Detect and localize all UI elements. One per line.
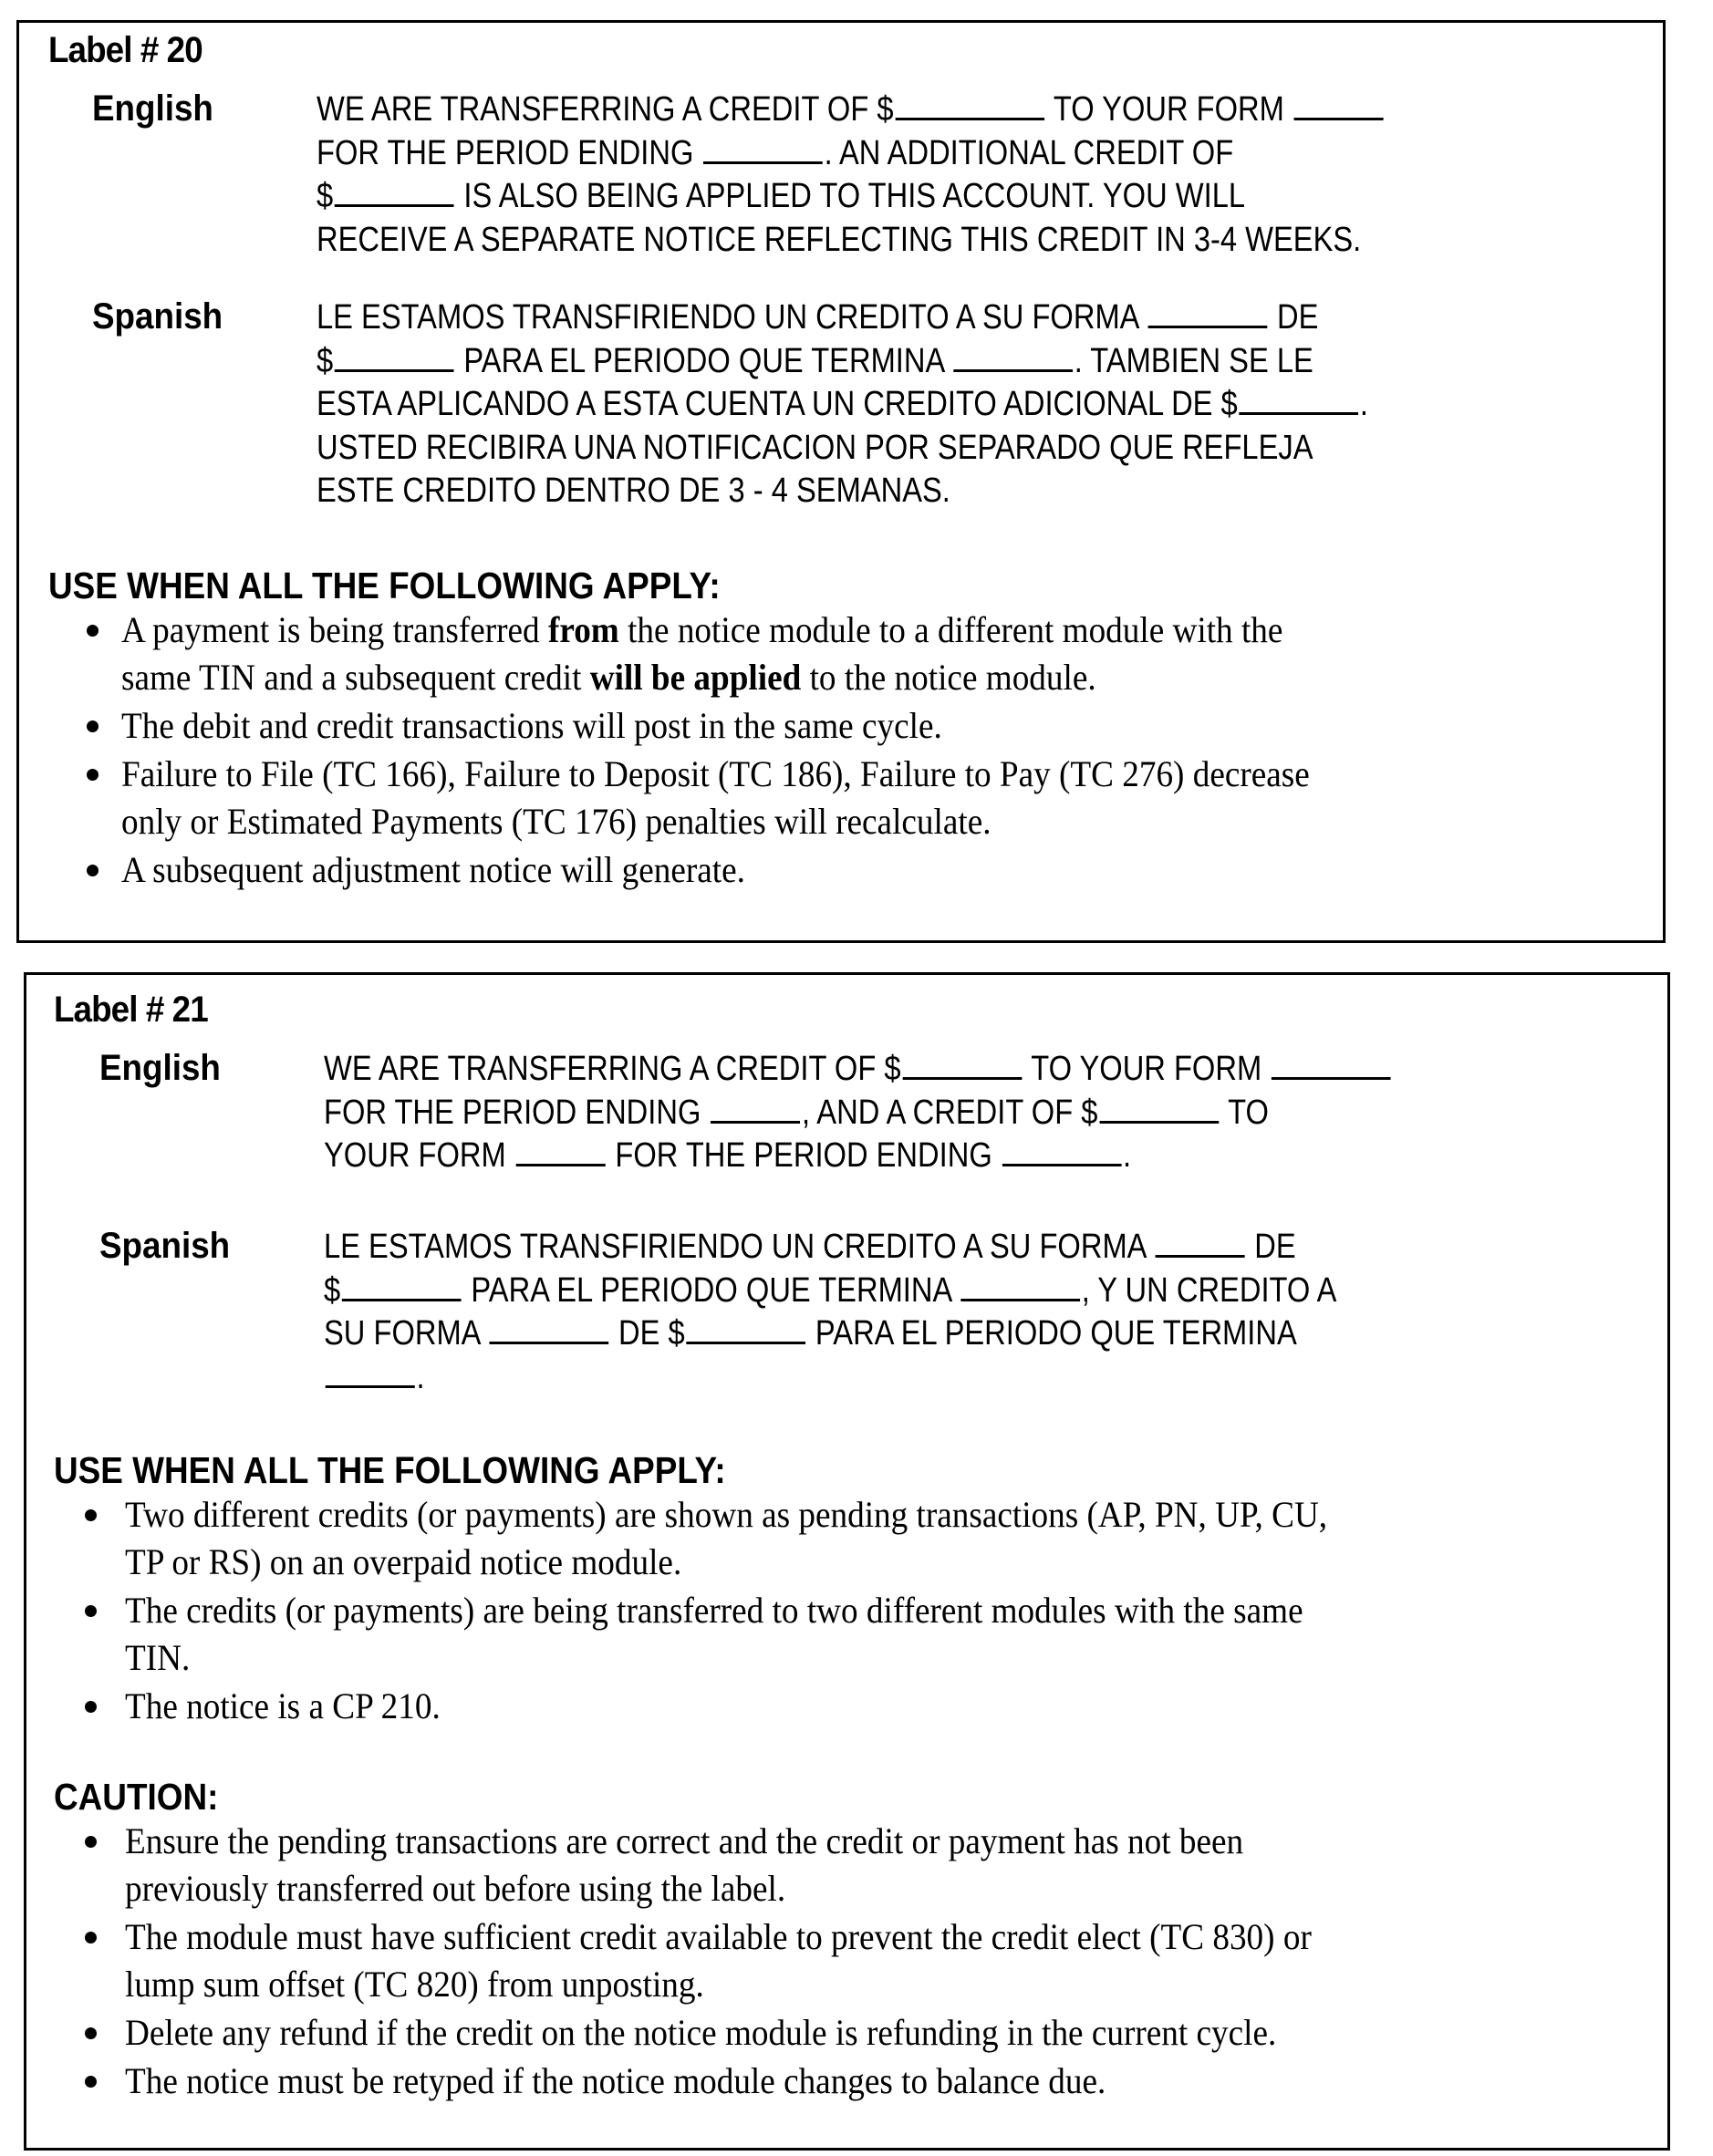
fill-in-blank xyxy=(1099,1094,1219,1124)
text-segment: . TAMBIEN SE LE xyxy=(1074,341,1313,380)
text-segment: SU FORMA xyxy=(324,1314,488,1353)
text-segment: The credits (or payments) are being transferred to two different modules with the same xyxy=(125,1590,1303,1631)
text-segment: The notice must be retyped if the notice module changes to balance due. xyxy=(125,2060,1106,2101)
text-line xyxy=(317,132,1385,176)
text-segment: PARA EL PERIODO QUE TERMINA xyxy=(806,1314,1297,1353)
bullet-icon xyxy=(85,1836,97,1848)
bullet-item xyxy=(19,606,1663,701)
english-text xyxy=(324,1048,1392,1178)
spanish-text xyxy=(317,296,1368,513)
text-segment: Two different credits (or payments) are shown as pending transactions (AP, PN, UP, CU, xyxy=(125,1494,1328,1535)
text-segment: ESTE CREDITO DENTRO DE 3 - 4 SEMANAS. xyxy=(317,472,950,510)
bullet-icon xyxy=(85,1932,97,1944)
use-when-heading: USE WHEN ALL THE FOLLOWING APPLY: xyxy=(48,565,721,606)
text-segment: TO xyxy=(1220,1093,1269,1132)
spanish-text xyxy=(324,1226,1336,1399)
bullet-icon xyxy=(85,1605,97,1617)
text-segment: Delete any refund if the credit on the notice module is refunding in the current cycle. xyxy=(125,2012,1277,2053)
bullet-item xyxy=(26,2058,1667,2105)
bullet-text xyxy=(125,1587,1560,1682)
text-segment: . xyxy=(416,1357,425,1396)
text-line xyxy=(317,296,1368,340)
bullet-text xyxy=(125,2058,1560,2105)
text-segment: RECEIVE A SEPARATE NOTICE REFLECTING THIS CREDIT IN 3-4 WEEKS. xyxy=(317,220,1362,259)
text-segment: DE xyxy=(1268,298,1319,337)
language-name: English xyxy=(92,88,213,129)
text-line xyxy=(324,1226,1336,1270)
fill-in-blank xyxy=(1294,90,1384,120)
text-segment: The debit and credit transactions will post in the same cycle. xyxy=(121,705,942,746)
bullet-icon xyxy=(85,1701,97,1713)
bullet-text xyxy=(121,846,1555,894)
bullet-item xyxy=(26,1683,1667,1730)
fill-in-blank xyxy=(960,1271,1080,1301)
text-segment: TO YOUR FORM xyxy=(1023,1050,1271,1088)
bullet-item xyxy=(19,751,1663,845)
text-segment: WE ARE TRANSFERRING A CREDIT OF $ xyxy=(324,1050,901,1088)
fill-in-blank xyxy=(953,342,1073,372)
text-segment: The module must have sufficient credit available to prevent the credit elect (TC 830) or xyxy=(125,1916,1312,1957)
bullet-text xyxy=(125,1818,1560,1912)
fill-in-blank xyxy=(686,1314,805,1344)
bullet-icon xyxy=(87,769,99,781)
fill-in-blank xyxy=(1147,298,1267,328)
text-segment: PARA EL PERIODO QUE TERMINA xyxy=(455,341,952,380)
fill-in-blank xyxy=(335,342,454,372)
text-line xyxy=(324,1135,1392,1178)
text-segment: A subsequent adjustment notice will generate. xyxy=(121,849,745,890)
text-line xyxy=(317,175,1385,219)
bullet-icon xyxy=(85,2076,97,2088)
fill-in-blank xyxy=(1239,385,1358,415)
bullet-text xyxy=(125,1491,1560,1586)
text-segment: Ensure the pending transactions are correct and the credit or payment has not been xyxy=(125,1820,1244,1861)
text-segment: $ xyxy=(324,1270,341,1310)
text-line xyxy=(324,1356,1336,1400)
fill-in-blank xyxy=(895,90,1043,120)
text-segment: , Y UN CREDITO A xyxy=(1081,1270,1337,1310)
text-line xyxy=(324,1270,1336,1313)
text-segment: FOR THE PERIOD ENDING xyxy=(607,1136,1001,1175)
use-when-list xyxy=(26,1491,1667,1730)
text-segment: $ xyxy=(317,341,334,380)
label-title: Label # 21 xyxy=(54,990,208,1030)
text-line xyxy=(317,427,1368,471)
bullet-icon xyxy=(87,625,99,637)
text-segment: . xyxy=(1122,1136,1132,1175)
bullet-icon xyxy=(87,865,99,876)
bullet-item xyxy=(26,1491,1667,1586)
text-line xyxy=(317,340,1368,384)
fill-in-blank xyxy=(516,1136,606,1166)
fill-in-blank xyxy=(1002,1136,1122,1166)
text-segment: . AN ADDITIONAL CREDIT OF xyxy=(824,133,1234,172)
bullet-text xyxy=(121,751,1555,845)
text-segment: only or Estimated Payments (TC 176) penalties will recalculate. xyxy=(121,801,991,842)
bullet-item xyxy=(19,846,1663,894)
fill-in-blank xyxy=(1272,1050,1391,1080)
text-segment: FOR THE PERIOD ENDING xyxy=(317,133,702,172)
fill-in-blank xyxy=(703,134,823,164)
text-segment: $ xyxy=(317,177,334,215)
bullet-text xyxy=(121,606,1555,701)
bullet-icon xyxy=(85,1509,97,1521)
bullet-item xyxy=(26,1818,1667,1912)
use-when-heading: USE WHEN ALL THE FOLLOWING APPLY: xyxy=(54,1449,726,1491)
text-segment: the notice module to a different module with the xyxy=(618,609,1283,650)
text-segment: PARA EL PERIODO QUE TERMINA xyxy=(462,1270,960,1310)
text-segment: IS ALSO BEING APPLIED TO THIS ACCOUNT. YOU WILL xyxy=(455,177,1246,215)
bullet-item xyxy=(19,702,1663,750)
text-segment: USTED RECIBIRA UNA NOTIFICACION POR SEPARADO QUE REFLEJA xyxy=(317,428,1313,467)
label-21-box xyxy=(24,972,1670,2151)
bullet-item xyxy=(26,1913,1667,2008)
bullet-text xyxy=(125,2009,1560,2057)
bullet-item xyxy=(26,1587,1667,1682)
label-title: Label # 20 xyxy=(48,30,202,70)
text-segment: A payment is being transferred xyxy=(121,609,548,650)
bullet-item xyxy=(26,2009,1667,2057)
label-20-box xyxy=(16,20,1666,943)
text-segment: Failure to File (TC 166), Failure to Deposit (TC 186), Failure to Pay (TC 276) decrease xyxy=(121,753,1310,794)
text-segment: same TIN and a subsequent credit xyxy=(121,657,590,698)
english-text xyxy=(317,88,1385,262)
emphasis-text: will be applied xyxy=(589,657,802,698)
text-line xyxy=(317,219,1385,263)
language-name: English xyxy=(99,1048,221,1088)
fill-in-blank xyxy=(335,177,454,207)
use-when-list xyxy=(19,606,1663,894)
fill-in-blank xyxy=(342,1271,462,1301)
fill-in-blank xyxy=(711,1094,800,1124)
text-segment: DE xyxy=(1246,1228,1296,1266)
text-segment: YOUR FORM xyxy=(324,1136,514,1175)
bullet-text xyxy=(125,1913,1560,2008)
caution-list xyxy=(26,1818,1667,2105)
fill-in-blank xyxy=(326,1358,415,1388)
text-segment: lump sum offset (TC 820) from unposting. xyxy=(125,1964,704,2005)
fill-in-blank xyxy=(489,1314,608,1344)
text-segment: FOR THE PERIOD ENDING xyxy=(324,1093,710,1132)
language-name: Spanish xyxy=(92,296,223,337)
bullet-text xyxy=(125,1683,1560,1730)
caution-heading: CAUTION: xyxy=(54,1776,219,1818)
text-segment: previously transferred out before using the label. xyxy=(125,1868,786,1909)
fill-in-blank xyxy=(1155,1228,1244,1258)
language-name: Spanish xyxy=(99,1226,231,1266)
text-segment: DE $ xyxy=(609,1314,685,1353)
text-line xyxy=(317,88,1385,132)
text-line xyxy=(317,470,1368,513)
text-segment: , AND A CREDIT OF $ xyxy=(801,1093,1098,1132)
text-line xyxy=(324,1312,1336,1356)
text-segment: LE ESTAMOS TRANSFIRIENDO UN CREDITO A SU FORMA xyxy=(324,1228,1154,1266)
fill-in-blank xyxy=(902,1050,1022,1080)
text-line xyxy=(317,383,1368,427)
text-segment: The notice is a CP 210. xyxy=(125,1685,441,1726)
text-segment: ESTA APLICANDO A ESTA CUENTA UN CREDITO ADICIONAL DE $ xyxy=(317,385,1238,423)
bullet-icon xyxy=(87,720,99,732)
text-line xyxy=(324,1048,1392,1092)
text-segment: to the notice module. xyxy=(801,657,1096,698)
text-segment: TP or RS) on an overpaid notice module. xyxy=(125,1541,682,1582)
text-segment: . xyxy=(1359,385,1368,423)
text-line xyxy=(324,1092,1392,1135)
text-segment: TIN. xyxy=(125,1637,191,1678)
text-segment: TO YOUR FORM xyxy=(1045,90,1293,129)
text-segment: WE ARE TRANSFERRING A CREDIT OF $ xyxy=(317,90,894,129)
bullet-text xyxy=(121,702,1555,750)
bullet-icon xyxy=(85,2027,97,2039)
emphasis-text: from xyxy=(547,609,619,650)
text-segment: LE ESTAMOS TRANSFIRIENDO UN CREDITO A SU FORMA xyxy=(317,298,1147,337)
